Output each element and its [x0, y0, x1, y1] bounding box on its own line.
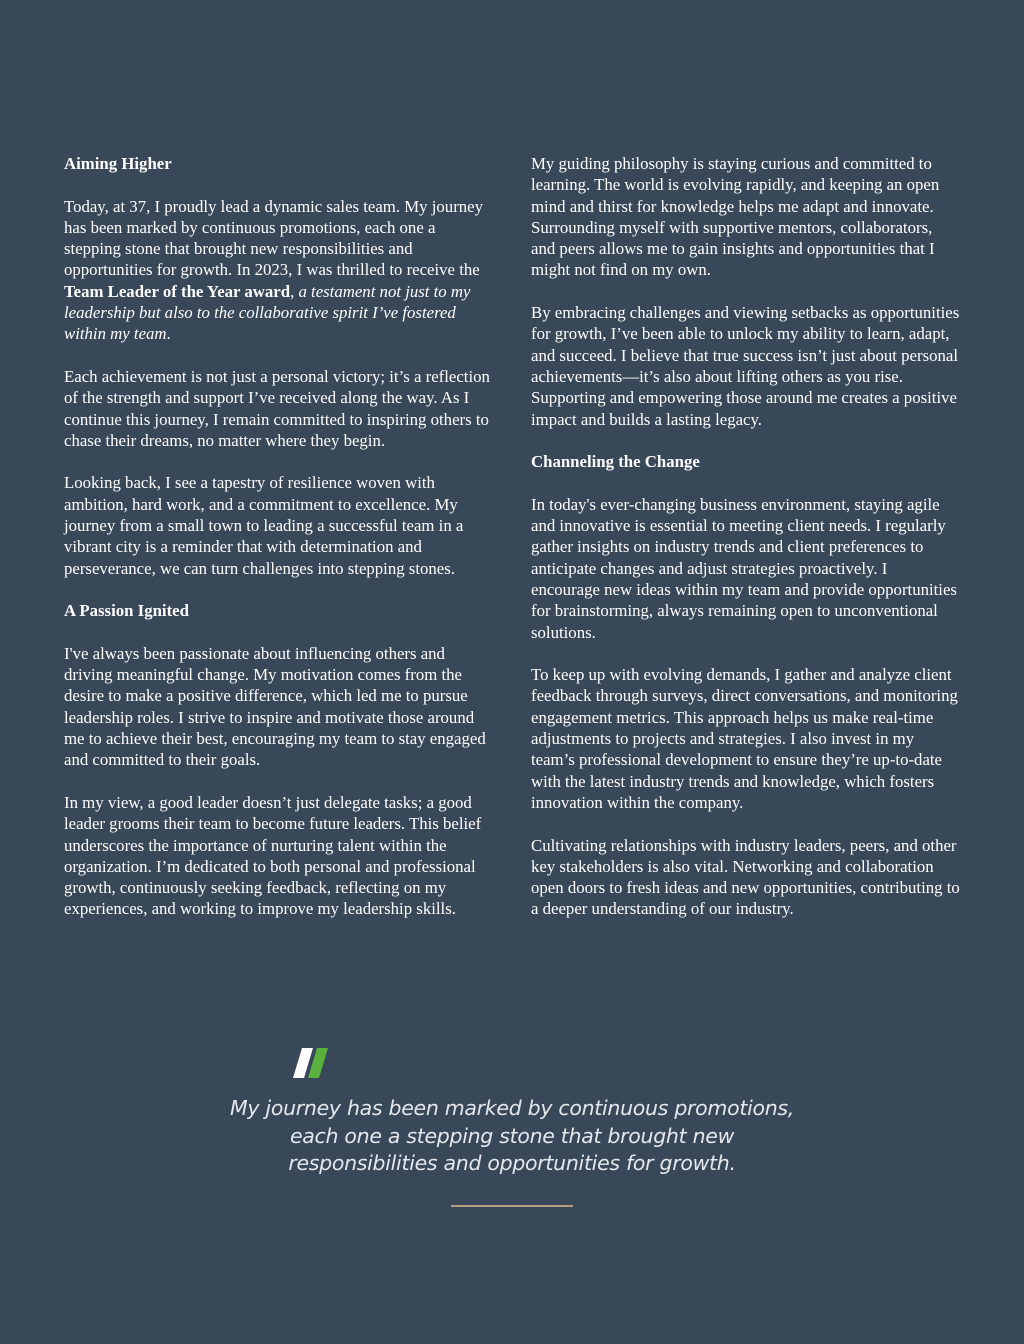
left-column [64, 153, 492, 941]
paragraph-challenges: By embracing challenges and viewing setbacks as opportunities for growth, I’ve been able to unlock my ability to learn, adapt, and succeed. I believe that true success isn’t just about personal achievements—it’s also about lifting others as you rise. Supporting and empowering those around me creates a positive impact and builds a lasting legacy. [531, 303, 960, 429]
section-heading-channeling-change: Channeling the Change [531, 452, 700, 472]
paragraph-today-end: . [166, 324, 171, 344]
section-heading-aiming-higher: Aiming Higher [64, 154, 172, 173]
paragraph-philosophy: My guiding philosophy is staying curious and committed to learning. The world is evolving rapidly, and keeping an open mind and thirst for knowledge helps me adapt and innovate. Surrounding myself with supportive mentors, collaborators, and peers allows me to gain insights and opportunities that I might not find on my own. [531, 154, 940, 280]
paragraph-looking-back: Looking back, I see a tapestry of resilience woven with ambition, hard work, and a commitment to excellence. My journey from a small town to leading a successful team in a vibrant city is a reminder that with determination and perseverance, we can turn challenges into stepping stones. [64, 473, 464, 578]
paragraph-relationships: Cultivating relationships with industry leaders, peers, and other key stakeholders is also vital. Networking and collaboration open doors to fresh ideas and new opportunities, contributing to a deeper understanding of our industry. [531, 835, 960, 919]
pull-quote-text: My journey has been marked by continuous promotions, each one a stepping stone that brought new responsibilities and opportunities for growth. [230, 1096, 794, 1176]
paragraph-today-comma: , [290, 281, 299, 301]
paragraph-client-feedback: To keep up with evolving demands, I gather and analyze client feedback through surveys, direct conversations, and monitoring engagement metrics. This approach helps us make real-time adjustments to projects and strategies. I also invest in my team’s professional development to ensure they’re up-to-date with the latest industry trends and knowledge, which fosters innovation within the company. [531, 665, 958, 812]
pull-quote-divider [451, 1205, 573, 1207]
award-testament: a testament not just to my leadership but also to the collaborative spirit I’ve fostered within my team [64, 281, 471, 344]
right-column [531, 153, 960, 941]
section-heading-passion-ignited: A Passion Ignited [64, 601, 189, 621]
paragraph-today-intro: Today, at 37, I proudly lead a dynamic sales team. My journey has been marked by continuous promotions, each one a stepping stone that brought new responsibilities and opportunities for growth. In 2023, I was thrilled to receive the [64, 196, 484, 280]
paragraph-business-environment: In today's ever-changing business environment, staying agile and innovative is essential to meeting client needs. I regularly gather insights on industry trends and client preferences to anticipate changes and adjust strategies proactively. I encourage new ideas within my team and provide opportunities for brainstorming, always remaining open to unconventional solutions. [531, 494, 957, 642]
award-name: Team Leader of the Year award [64, 281, 291, 301]
paragraph-passion: I've always been passionate about influencing others and driving meaningful change. My motivation comes from the desire to make a positive difference, which led me to pursue leadership roles. I strive to inspire and motivate those around me to achieve their best, encouraging my team to stay engaged and committed to their goals. [64, 643, 486, 770]
paragraph-good-leader: In my view, a good leader doesn’t just delegate tasks; a good leader grooms their team to become future leaders. This belief underscores the importance of nurturing talent within the organization. I’m dedicated to both personal and professional growth, continuously seeking feedback, reflecting on my experiences, and working to improve my leadership skills. [64, 792, 482, 919]
paragraph-today [64, 196, 492, 345]
article-columns [64, 153, 960, 941]
quote-mark-icon [293, 1048, 329, 1080]
paragraph-achievement: Each achievement is not just a personal victory; it’s a reflection of the strength and support I’ve received along the way. As I continue this journey, I remain committed to inspiring others to chase their dreams, no matter where they begin. [64, 366, 490, 450]
